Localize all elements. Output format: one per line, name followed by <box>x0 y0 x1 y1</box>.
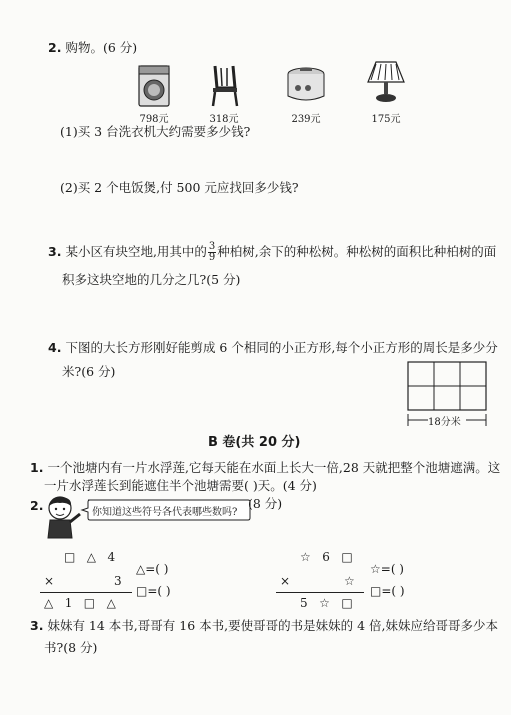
left-r3-triangle2: △ <box>106 596 116 610</box>
left-r3-box: □ <box>83 596 96 610</box>
q4-line2: 米?(6 分) <box>62 364 116 379</box>
q2-sub2: (2)买 2 个电饭煲,付 500 元应找回多少钱? <box>60 180 299 195</box>
q4-line1-text: 下图的大长方形刚好能剪成 6 个相同的小正方形,每个小正方形的周长是多少分 <box>65 340 498 355</box>
right-puzzle-row2: ☆ <box>344 574 355 588</box>
rice-cooker-icon <box>284 64 328 106</box>
q3-line1 <box>48 240 498 264</box>
left-r3-triangle: △ <box>44 596 54 610</box>
price-rice-cooker: 239元 <box>291 114 321 125</box>
q2-title <box>48 36 137 60</box>
b-q3-line1-text: 妹妹有 14 本书,哥哥有 16 本书,要使哥哥的书是妹妹的 4 倍,妹妹应给哥哥多少本 <box>47 618 498 633</box>
b-q2-number: 2. <box>30 498 44 513</box>
left-answer-box: □=( ) <box>136 584 171 598</box>
b-q1-number: 1. <box>30 460 44 475</box>
q3-frac-den: 9 <box>208 252 216 263</box>
q3-fraction <box>208 242 216 263</box>
b-q1-line2: 一片水浮莲长到能遮住半个池塘需要( )天。(4 分) <box>44 478 317 493</box>
right-r3-digit: 5 <box>300 596 308 610</box>
left-puzzle-row1 <box>64 550 115 564</box>
b-q3-line2: 书?(8 分) <box>44 640 98 655</box>
left-puzzle-row3 <box>44 596 116 610</box>
q2-sub1: (1)买 3 台洗衣机大约需要多少钱? <box>60 124 251 139</box>
q3-number: 3. <box>48 244 62 259</box>
right-r3-star: ☆ <box>319 596 330 610</box>
right-answer-box: □=( ) <box>370 584 405 598</box>
left-puzzle-line <box>40 592 132 593</box>
left-puzzle-row2: 3 <box>114 574 122 588</box>
q2-title-text: 购物。(6 分) <box>65 40 138 55</box>
price-lamp: 175元 <box>371 114 401 125</box>
right-puzzle-row1 <box>300 550 353 564</box>
right-r1-digit: 6 <box>322 550 330 564</box>
washing-machine-icon <box>137 64 171 108</box>
lamp-icon <box>366 58 406 106</box>
q3-line2: 积多这块空地的几分之几?(5 分) <box>62 272 241 287</box>
left-r3-digit: 1 <box>64 596 73 610</box>
q2-number: 2. <box>48 40 62 55</box>
right-r1-box: □ <box>341 550 353 564</box>
left-r1-box: □ <box>64 550 76 564</box>
right-puzzle-line <box>276 592 364 593</box>
right-puzzle-op: × <box>280 574 291 588</box>
q4-dimension-label: 18分米 <box>428 417 461 428</box>
b-q1-line1-text: 一个池塘内有一片水浮莲,它每天能在水面上长大一倍,28 天就把整个池塘遮满。这 <box>47 460 501 475</box>
q3-text-before: 某小区有块空地,用其中的 <box>65 244 207 259</box>
left-puzzle-op: × <box>44 574 55 588</box>
right-answer-star: ☆=( ) <box>370 562 404 576</box>
b-q3-line1 <box>30 614 505 638</box>
right-r3-box: □ <box>341 596 353 610</box>
right-puzzle-row3 <box>300 596 353 610</box>
right-r1-star: ☆ <box>300 550 311 564</box>
section-b-heading: B 卷(共 20 分) <box>208 435 301 450</box>
price-chair: 318元 <box>209 114 239 125</box>
left-r1-digit: 4 <box>107 550 116 564</box>
left-r1-triangle: △ <box>86 550 97 564</box>
chair-icon <box>207 62 241 108</box>
q4-line1 <box>48 336 503 360</box>
q4-number: 4. <box>48 340 62 355</box>
left-answer-triangle: △=( ) <box>136 562 169 576</box>
q3-text-after: 种柏树,余下的种松树。种松树的面积比种柏树的面 <box>217 244 497 259</box>
q3-frac-num: 3 <box>208 241 216 252</box>
b-q3-number: 3. <box>30 618 44 633</box>
price-washing-machine: 798元 <box>139 114 169 125</box>
boy-cartoon-icon <box>40 494 84 540</box>
speech-bubble-text: 你知道这些符号各代表哪些数吗? <box>92 507 238 518</box>
b-q2-points: (8 分) <box>248 496 283 511</box>
